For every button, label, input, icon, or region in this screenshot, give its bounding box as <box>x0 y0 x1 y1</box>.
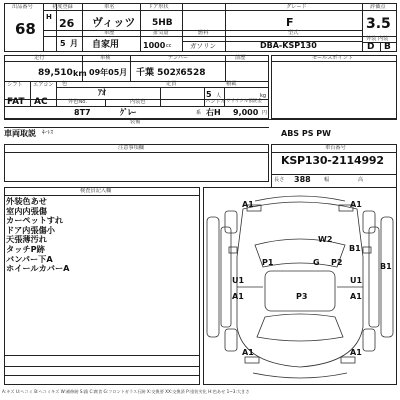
seats-unit: 人 <box>216 93 222 99</box>
load-unit: kg <box>260 93 267 99</box>
grade-label: グレード <box>286 4 307 10</box>
door-type: 5HB <box>152 18 173 28</box>
displacement-label: 排気量 <box>153 30 169 36</box>
inspector-label: 検査員記入欄 <box>80 188 112 194</box>
length-label: 長さ <box>274 177 285 183</box>
steering-side: 右H <box>206 108 221 117</box>
reg-year: 26 <box>59 17 75 30</box>
inspector-notes <box>6 197 70 274</box>
damage-mark-u1-right: U1 <box>350 276 363 285</box>
exterior-color: ｱｵ <box>98 88 106 97</box>
displacement-unit: cc <box>166 43 172 49</box>
ac-label: エアコン <box>33 82 54 88</box>
equipment-keyless: ｷｰﾚｽ <box>42 130 54 136</box>
reg-month-unit: 月 <box>70 39 78 48</box>
damage-mark-a1-left-mid: A1 <box>232 292 244 301</box>
color-code-label: 外色No. <box>68 99 87 105</box>
recycle-label: リサイクル預託金 <box>226 99 263 104</box>
fuel-label: 燃料 <box>198 30 209 36</box>
seats: 5 <box>206 90 212 99</box>
interior-color: ｸﾞﾚｰ <box>120 108 136 117</box>
inspector-note: ドア内張傷小 <box>6 224 55 235</box>
damage-mark-a1-rear-right: A1 <box>350 348 362 357</box>
grade: F <box>286 16 294 29</box>
mileage-label: 走行 <box>34 55 45 61</box>
damage-mark-a1-front-left: A1 <box>242 200 254 209</box>
inspection-date: 09年05月 <box>89 68 128 77</box>
use-type: 自家用 <box>92 40 120 50</box>
ext-int-label: 外装 内装 <box>366 36 389 42</box>
inspector-note: バンパー下A <box>6 253 53 264</box>
frame-number: KSP130-2114992 <box>281 154 384 167</box>
damage-mark-p2: P2 <box>331 258 343 267</box>
shift: FAT <box>7 97 25 107</box>
inspector-note: 天張薄汚れ <box>6 234 47 245</box>
score-label: 評価点 <box>370 4 386 10</box>
car-name-label: 車名 <box>104 4 115 10</box>
width-label: 幅 <box>324 177 330 183</box>
displacement: 1000 <box>143 41 166 50</box>
load-label: 積載 <box>226 81 237 87</box>
length-value: 388 <box>294 175 311 184</box>
height-label: 高 <box>358 177 364 183</box>
damage-mark-a1-front-right: A1 <box>350 200 362 209</box>
mileage-unit: km <box>73 69 87 78</box>
inspector-note: 外装色あせ <box>6 196 47 206</box>
recycle-unit: 円 <box>262 110 268 116</box>
legend-footer: A:キズ U:ヘコミ B:ヘコミキズ W:補修跡 S:錆 C:腐食 G:フロントガラス石跡 X:交換要 XX:交換済 P:塗装劣化 H:色あせ 1~3:大きさ <box>2 389 250 394</box>
inspector-note: タッチP跡 <box>6 243 45 254</box>
sales-point-label: セールスポイント <box>312 55 354 61</box>
overall-score: 3.5 <box>366 16 391 32</box>
inspector-note: ホイールカバーA <box>6 263 70 274</box>
color-code: 8T7 <box>74 108 91 117</box>
inspection-label: 車検 <box>100 55 111 61</box>
damage-mark-w2: W2 <box>318 235 333 244</box>
frame-number-label: 車台番号 <box>325 145 346 151</box>
mileage: 89,510 <box>38 68 73 78</box>
air-conditioning: AC <box>34 97 48 107</box>
plate-label: ナンバー <box>168 55 189 61</box>
seats-label: 定員 <box>166 81 177 87</box>
use-label: 車歴 <box>104 30 115 36</box>
fuel-type: ガソリン <box>190 42 216 50</box>
equipment-right: ABS PS PW <box>281 129 331 138</box>
interior-score: B <box>384 42 391 52</box>
lot-number: 68 <box>15 20 36 38</box>
reg-month: 5 <box>60 39 66 48</box>
interior-color-unit: 系 <box>196 110 202 116</box>
damage-mark-a1-right-mid: A1 <box>350 292 362 301</box>
damage-mark-b1-right-front: B1 <box>349 244 361 253</box>
equipment-label: 装備 <box>130 119 141 125</box>
model-code: DBA-KSP130 <box>260 41 317 50</box>
notes-label: 注意事項欄 <box>118 145 144 151</box>
recycle-fee: 9,000 <box>233 108 259 117</box>
lot-label: 出品番号 <box>12 4 33 10</box>
handle-label: ハンドル <box>205 99 226 105</box>
model-label: 型式 <box>288 30 299 36</box>
color-label: 色 <box>62 81 68 87</box>
era: H <box>46 13 52 21</box>
sales-point-box <box>271 55 397 119</box>
damage-mark-b1-right-mid: B1 <box>380 262 392 271</box>
inspector-note: カーペットすれ <box>6 215 64 226</box>
damage-mark-g: G <box>313 258 320 267</box>
car-diagram <box>203 187 397 385</box>
interior-color-label: 内装色 <box>130 99 146 105</box>
plate-number: 千葉 502ﾇ6528 <box>136 68 206 78</box>
damage-mark-p1: P1 <box>262 258 274 267</box>
exterior-score: D <box>367 42 375 52</box>
registration-label: 初度登録 <box>52 4 73 10</box>
damage-mark-u1-left: U1 <box>232 276 245 285</box>
shift-label: シフト <box>7 82 23 88</box>
equipment-left: 車両取説 <box>4 129 36 138</box>
car-name: ヴィッツ <box>92 16 136 29</box>
damage-mark-p3: P3 <box>296 292 308 301</box>
inspector-note: 室内内張傷 <box>6 205 47 216</box>
door-label: ドア形状 <box>148 4 169 10</box>
history-label: 前歴 <box>235 55 246 61</box>
damage-mark-a1-rear-left: A1 <box>242 348 254 357</box>
